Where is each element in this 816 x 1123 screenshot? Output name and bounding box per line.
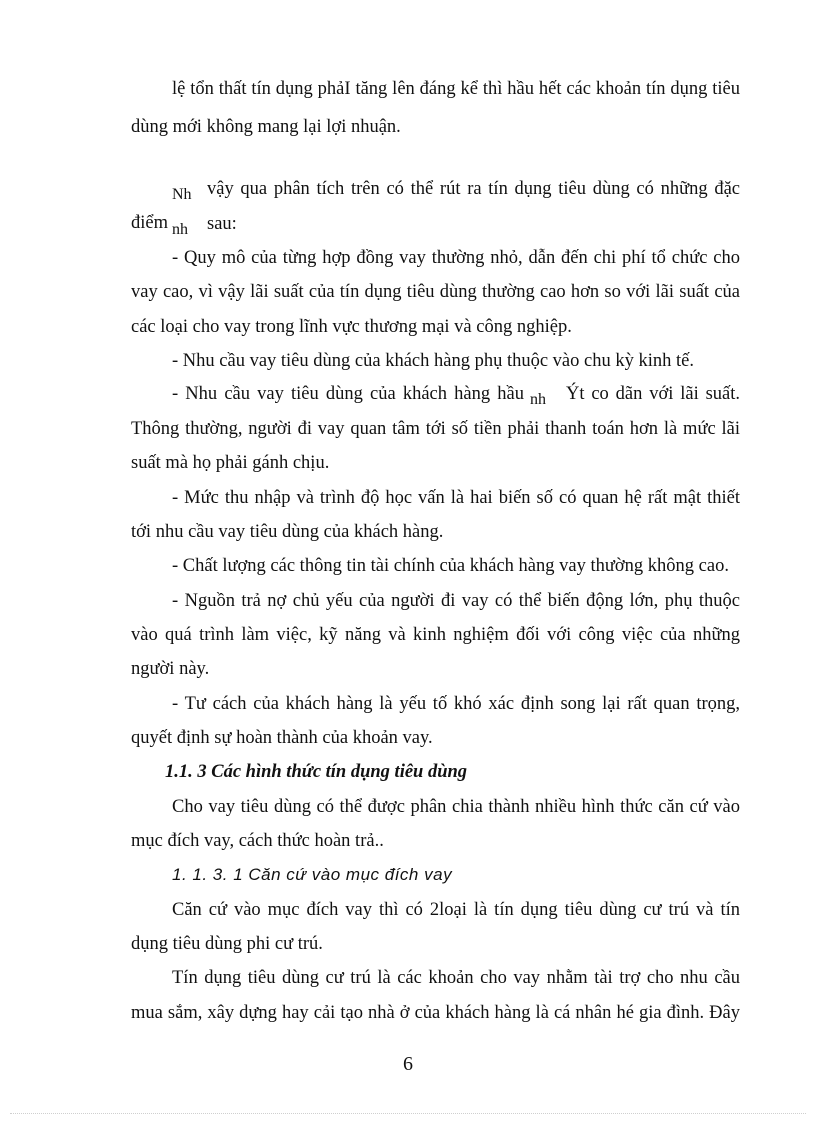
text-line: tới nhu cầu vay tiêu dùng của khách hàng. [131,522,444,542]
text-line: Thông thường, người đi vay quan tâm tới số tiền phải thanh toán hơn là mức lãi [131,419,740,439]
text-line: Tín dụng tiêu dùng cư trú là các khoản cho vay nhằm tài trợ cho nhu cầu [172,968,740,988]
text-line: Cho vay tiêu dùng có thể được phân chia thành nhiều hình thức căn cứ vào [172,797,740,817]
text-line: - Nguồn trả nợ chủ yếu của người đi vay có thể biến động lớn, phụ thuộc [172,591,740,611]
subsection-heading: 1. 1. 3. 1 Căn cứ vào mục đích vay [172,865,453,884]
text-line: - Chất lượng các thông tin tài chính của khách hàng vay thường không cao. [172,556,729,576]
text-line: vay cao, vì vậy lãi suất của tín dụng tiêu dùng thường cao hơn so với lãi suất của [131,282,740,302]
text-fragment: Ýt co dãn với lãi suất. [566,384,740,404]
text-line: - Quy mô của từng hợp đồng vay thường nhỏ, dẫn đến chi phí tổ chức cho [172,248,740,268]
text-fragment: nh [172,221,188,238]
text-line: - Mức thu nhập và trình độ học vấn là hai biến số có quan hệ rất mật thiết [172,488,740,508]
page-bottom-border [10,1113,806,1114]
page-number: 6 [403,1053,413,1075]
text-fragment: điểm [131,213,168,233]
text-line: Căn cứ vào mục đích vay thì có 2loại là tín dụng tiêu dùng cư trú và tín [172,900,740,920]
text-line: lệ tổn thất tín dụng phảI tăng lên đáng kể thì hầu hết các khoản tín dụng tiêu [172,79,740,99]
text-line: vậy qua phân tích trên có thể rút ra tín dụng tiêu dùng có những đặc [207,179,740,199]
text-line: dụng tiêu dùng phi cư trú. [131,934,323,954]
text-line: vào quá trình làm việc, kỹ năng và kinh nghiệm đối với công việc của những [131,625,740,645]
text-fragment: nh [530,391,546,408]
text-fragment: - Nhu cầu vay tiêu dùng của khách hàng hầu [172,384,524,404]
section-heading: 1.1. 3 Các hình thức tín dụng tiêu dùng [165,762,468,782]
text-line: dùng mới không mang lại lợi nhuận. [131,117,401,137]
text-fragment: Nh [172,186,192,203]
text-line: các loại cho vay trong lĩnh vực thương mại và công nghiệp. [131,317,572,337]
text-line: người này. [131,659,210,679]
text-line: - Nhu cầu vay tiêu dùng của khách hàng phụ thuộc vào chu kỳ kinh tế. [172,351,694,371]
text-line: quyết định sự hoàn thành của khoản vay. [131,728,433,748]
text-line: mua sắm, xây dựng hay cải tạo nhà ở của khách hàng là cá nhân hé gia đình. Đây [131,1003,740,1023]
text-line: suất mà họ phải gánh chịu. [131,453,330,473]
text-fragment: sau: [207,214,237,234]
text-line: - Tư cách của khách hàng là yếu tố khó xác định song lại rất quan trọng, [172,694,740,714]
text-line: mục đích vay, cách thức hoàn trả.. [131,831,384,851]
